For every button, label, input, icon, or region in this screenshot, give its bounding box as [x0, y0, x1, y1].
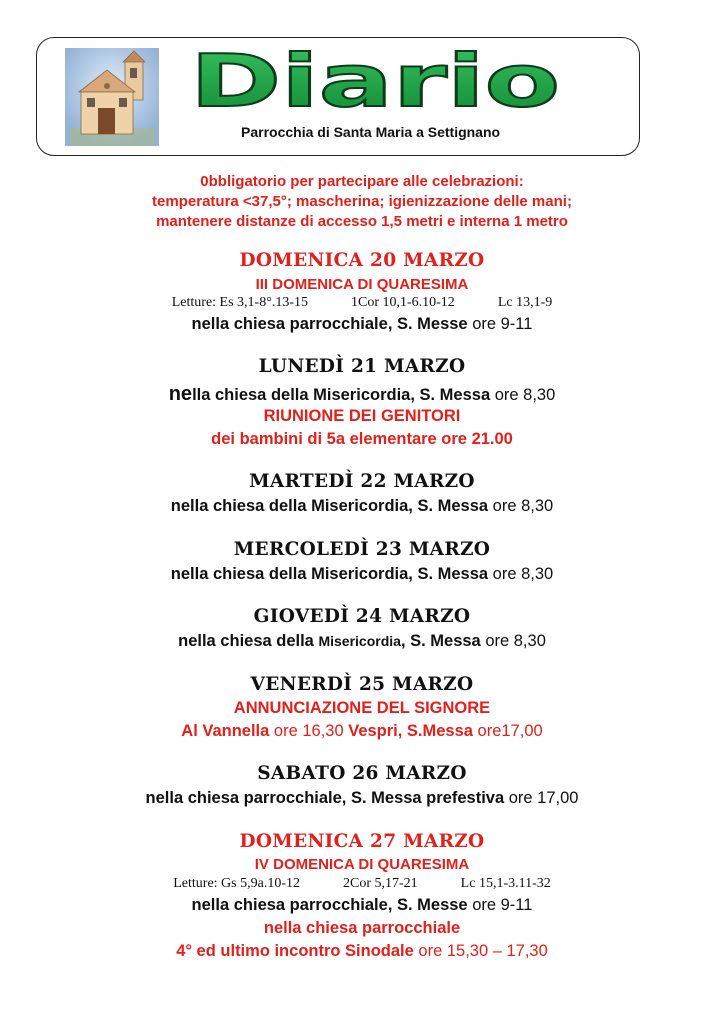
day-title-27: DOMENICA 27 MARZO — [239, 831, 485, 852]
notice-line-1: 0bbligatorio per partecipare alle celebrazioni: — [200, 173, 524, 190]
mass-time: ore 8,30 — [480, 632, 546, 650]
mass-event: Vespri, S.Messa — [348, 722, 473, 740]
mass-time: ore 8,30 — [490, 386, 556, 404]
mass-time: ore 8,30 — [488, 497, 554, 515]
day-title-21: LUNEDÌ 21 MARZO — [258, 356, 466, 377]
svg-text:Diario: Diario — [190, 44, 560, 118]
event-27-line-1: nella chiesa parrocchiale — [263, 919, 461, 937]
day-title-24: GIOVEDÌ 24 MARZO — [253, 606, 471, 627]
reading-1: Letture: Gs 5,9a.10-12 — [173, 876, 300, 891]
reading-3: Lc 13,1-9 — [497, 295, 553, 310]
reading-2: 1Cor 10,1-6.10-12 — [350, 295, 455, 310]
diario-title — [185, 44, 565, 118]
mass-place-first: ne — [168, 383, 193, 405]
mass-place: nella chiesa parrocchiale, S. Messa prefestiva — [145, 789, 505, 807]
day-subtitle-25: ANNUNCIAZIONE DEL SIGNORE — [233, 699, 491, 717]
mass-place: nella chiesa della Misericordia, S. Messa — [170, 565, 489, 583]
mass-place: nella chiesa parrocchiale, S. Messe — [191, 315, 468, 333]
day-subtitle-27: IV DOMENICA DI QUARESIMA — [254, 856, 470, 873]
mass-place-small: Misericordia — [318, 633, 401, 649]
mass-time: ore 8,30 — [488, 565, 554, 583]
readings-20 — [0, 295, 724, 311]
mass-place: Al Vannella — [181, 722, 270, 740]
event-21-line-2: dei bambini di 5a elementare ore 21.00 — [211, 430, 513, 448]
mass-24 — [0, 632, 724, 651]
mass-place: nella chiesa parrocchiale, S. Messe — [191, 896, 468, 914]
day-title-25: VENERDÌ 25 MARZO — [250, 674, 474, 695]
covid-notice — [0, 172, 724, 232]
mass-20 — [0, 315, 724, 334]
mass-time: ore 17,00 — [504, 789, 579, 807]
mass-26 — [0, 789, 724, 808]
event-time: ore 15,30 – 17,30 — [413, 942, 548, 960]
notice-line-2: temperatura <37,5°; mascherina; igienizzazione delle mani; — [152, 193, 572, 210]
day-title-22: MARTEDÌ 22 MARZO — [249, 471, 475, 492]
event-text: 4° ed ultimo incontro Sinodale — [176, 942, 414, 960]
mass-22 — [0, 497, 724, 516]
mass-place-end: , S. Messa — [400, 632, 481, 650]
event-21-line-1: RIUNIONE DEI GENITORI — [263, 407, 461, 425]
day-subtitle-20: III DOMENICA DI QUARESIMA — [255, 276, 469, 293]
mass-place: nella chiesa della Misericordia, S. Messa — [170, 497, 489, 515]
reading-3: Lc 15,1-3.11-32 — [460, 876, 551, 891]
parish-name: Parrocchia di Santa Maria a Settignano — [241, 124, 501, 140]
mass-time-2: ore17,00 — [472, 722, 543, 740]
day-title-20: DOMENICA 20 MARZO — [239, 250, 485, 271]
mass-21 — [0, 383, 724, 406]
day-title-26: SABATO 26 MARZO — [257, 763, 467, 784]
day-title-23: MERCOLEDÌ 23 MARZO — [233, 539, 491, 560]
reading-2: 2Cor 5,17-21 — [343, 876, 418, 891]
readings-27 — [0, 876, 724, 892]
mass-time-1: ore 16,30 — [269, 722, 349, 740]
event-27-line-2 — [0, 942, 724, 961]
mass-time: ore 9-11 — [467, 896, 533, 914]
mass-time: ore 9-11 — [467, 315, 533, 333]
reading-1: Letture: Es 3,1-8°.13-15 — [171, 295, 308, 310]
notice-line-3: mantenere distanze di accesso 1,5 metri e interna 1 metro — [156, 213, 568, 230]
mass-27 — [0, 896, 724, 915]
mass-place: lla chiesa della Misericordia, S. Messa — [192, 386, 491, 404]
mass-23 — [0, 565, 724, 584]
header-box — [36, 37, 640, 156]
mass-25 — [0, 722, 724, 741]
church-drawing-icon — [65, 48, 159, 146]
mass-place: nella chiesa della — [178, 632, 319, 650]
